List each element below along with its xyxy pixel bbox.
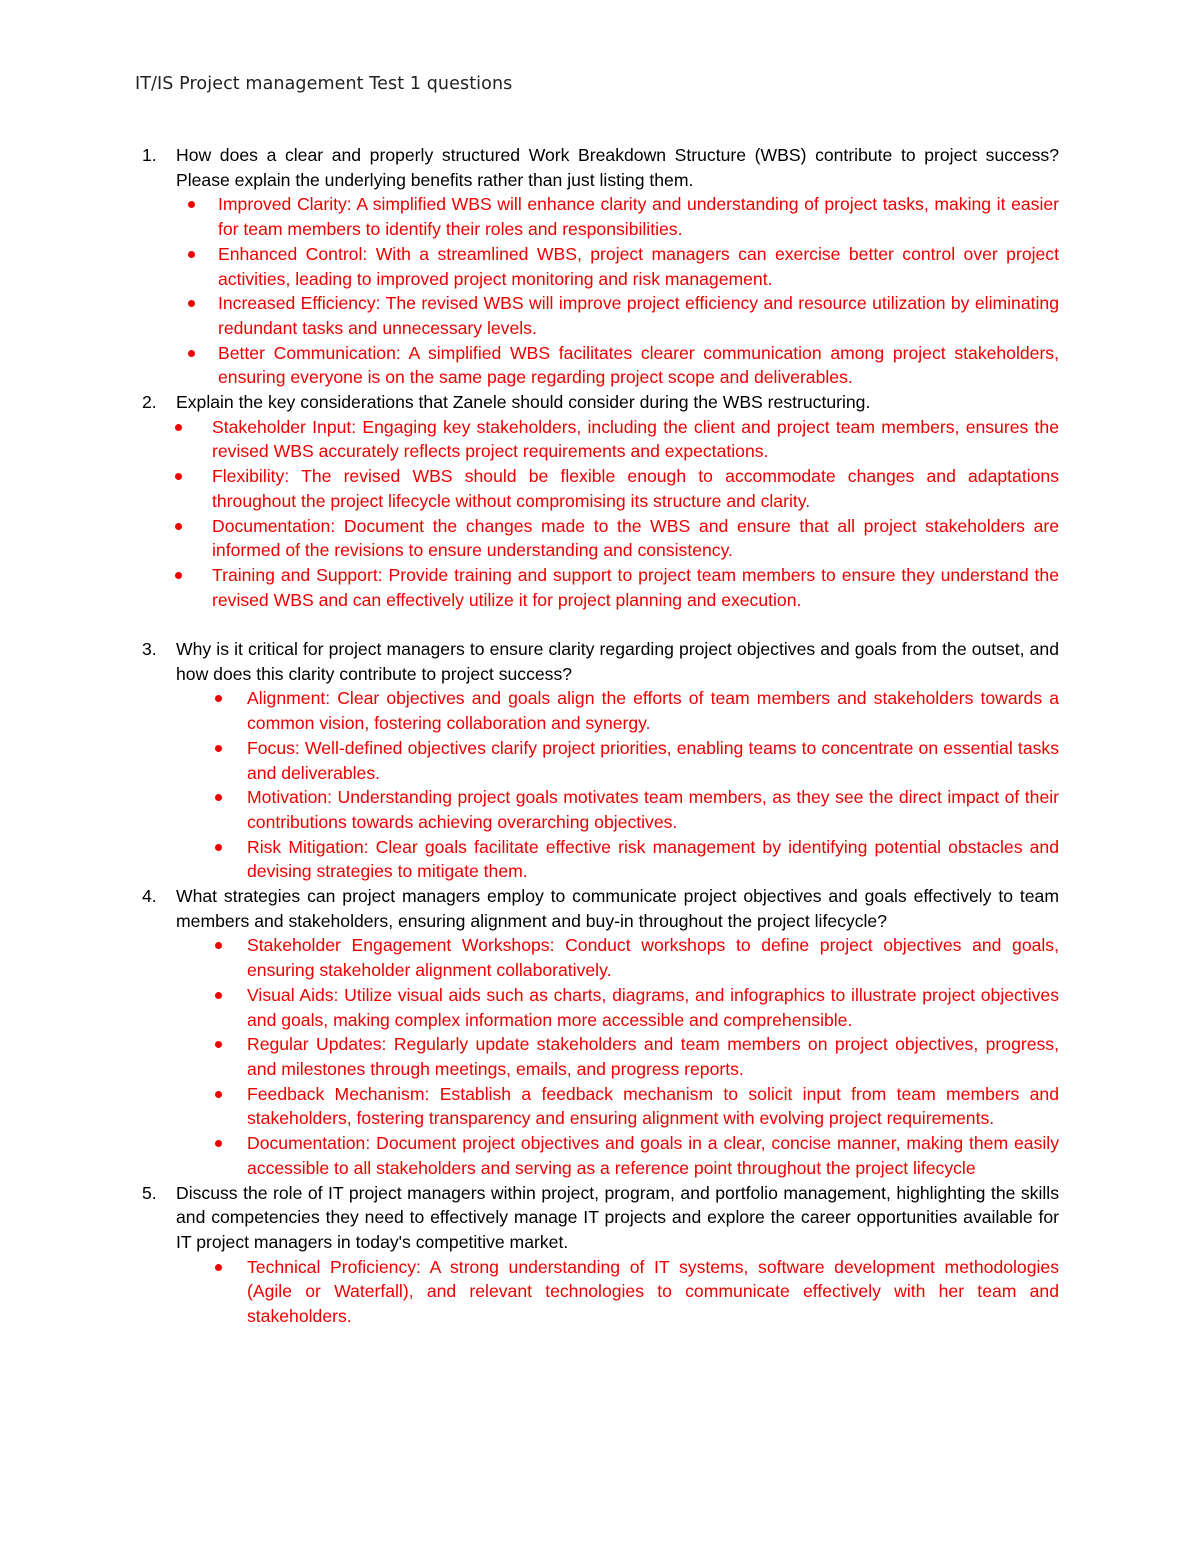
question-number: 1. [142,145,157,165]
list-item: Focus: Well-defined objectives clarify project priorities, enabling teams to concentrate on essential tasks and deliverables. [137,736,1059,785]
bullet-icon [215,695,222,702]
question-text: How does a clear and properly structured Work Breakdown Structure (WBS) contribute to project success? Please explain the underlying benefits rather than just listing them. [176,145,1059,190]
question-5 [137,1181,1059,1255]
bullet-icon [215,992,222,999]
list-item: Technical Proficiency: A strong understanding of IT systems, software development methodologies (Agile or Waterfall), and relevant technologies to communicate effectively with her team and stakeholders. [137,1255,1059,1329]
answer-list-1 [137,192,1059,390]
list-item: Regular Updates: Regularly update stakeholders and team members on project objectives, progress, and milestones through meetings, emails, and progress reports. [137,1032,1059,1081]
question-3 [137,637,1059,686]
list-item: Visual Aids: Utilize visual aids such as charts, diagrams, and infographics to illustrate project objectives and goals, making complex information more accessible and comprehensible. [137,983,1059,1032]
bullet-icon [215,1264,222,1271]
list-item: Training and Support: Provide training and support to project team members to ensure they understand the revised WBS and can effectively utilize it for project planning and execution. [137,563,1059,612]
bullet-icon [215,942,222,949]
question-text: What strategies can project managers employ to communicate project objectives and goals effectively to team members and stakeholders, ensuring alignment and buy-in throughout the project lifecycle? [176,886,1059,931]
bullet-icon [175,473,182,480]
question-text: Why is it critical for project managers to ensure clarity regarding project objectives and goals from the outset, and how does this clarity contribute to project success? [176,639,1059,684]
bullet-icon [215,745,222,752]
answer-list-2 [137,415,1059,613]
bullet-icon [175,523,182,530]
question-2 [137,390,1059,415]
question-4 [137,884,1059,933]
bullet-icon [215,1091,222,1098]
document-body [137,143,1059,1329]
answer-list-3 [137,686,1059,884]
list-item: Stakeholder Input: Engaging key stakeholders, including the client and project team members, ensures the revised WBS accurately reflects project requirements and expectations. [137,415,1059,464]
question-number: 4. [142,886,157,907]
list-item: Flexibility: The revised WBS should be flexible enough to accommodate changes and adaptations throughout the project lifecycle without compromising its structure and clarity. [137,464,1059,513]
question-number: 3. [142,639,157,660]
list-item: Documentation: Document the changes made to the WBS and ensure that all project stakeholders are informed of the revisions to ensure understanding and consistency. [137,514,1059,563]
bullet-icon [215,844,222,851]
bullet-icon [175,572,182,579]
question-number: 2. [142,392,157,413]
bullet-icon [215,794,222,801]
question-text: Discuss the role of IT project managers within project, program, and portfolio management, highlighting the skills and competencies they need to effectively manage IT projects and explore the career opportunities available for IT project managers in today's competitive market. [176,1182,1059,1252]
list-item: Enhanced Control: With a streamlined WBS, project managers can exercise better control over project activities, leading to improved project monitoring and risk management. [137,242,1059,291]
bullet-icon [215,1041,222,1048]
list-item: Documentation: Document project objectives and goals in a clear, concise manner, making them easily accessible to all stakeholders and serving as a reference point throughout the project lifecycle [137,1131,1059,1180]
list-item: Motivation: Understanding project goals motivates team members, as they see the direct impact of their contributions towards achieving overarching objectives. [137,785,1059,834]
question-text: Explain the key considerations that Zanele should consider during the WBS restructuring. [176,392,871,413]
bullet-icon [175,424,182,431]
list-item: Feedback Mechanism: Establish a feedback mechanism to solicit input from team members and stakeholders, fostering transparency and ensuring alignment with evolving project requirements. [137,1082,1059,1131]
list-item: Risk Mitigation: Clear goals facilitate effective risk management by identifying potential obstacles and devising strategies to mitigate them. [137,835,1059,884]
list-item: Better Communication: A simplified WBS facilitates clearer communication among project stakeholders, ensuring everyone is on the same page regarding project scope and deliverables. [137,341,1059,390]
list-item: Increased Efficiency: The revised WBS will improve project efficiency and resource utilization by eliminating redundant tasks and unnecessary levels. [137,291,1059,340]
list-item: Alignment: Clear objectives and goals align the efforts of team members and stakeholders towards a common vision, fostering collaboration and synergy. [137,686,1059,735]
paragraph-spacer [137,612,1059,637]
answer-list-4 [137,933,1059,1180]
list-item: Stakeholder Engagement Workshops: Conduct workshops to define project objectives and goals, ensuring stakeholder alignment collaboratively. [137,933,1059,982]
question-1 [137,143,1059,192]
bullet-icon [188,251,195,258]
bullet-icon [188,201,195,208]
document-title: IT/IS Project management Test 1 questions [135,74,513,94]
list-item: Improved Clarity: A simplified WBS will enhance clarity and understanding of project tasks, making it easier for team members to identify their roles and responsibilities. [137,192,1059,241]
bullet-icon [215,1140,222,1147]
bullet-icon [188,300,195,307]
answer-list-5 [137,1255,1059,1329]
bullet-icon [188,350,195,357]
question-number: 5. [142,1182,157,1203]
